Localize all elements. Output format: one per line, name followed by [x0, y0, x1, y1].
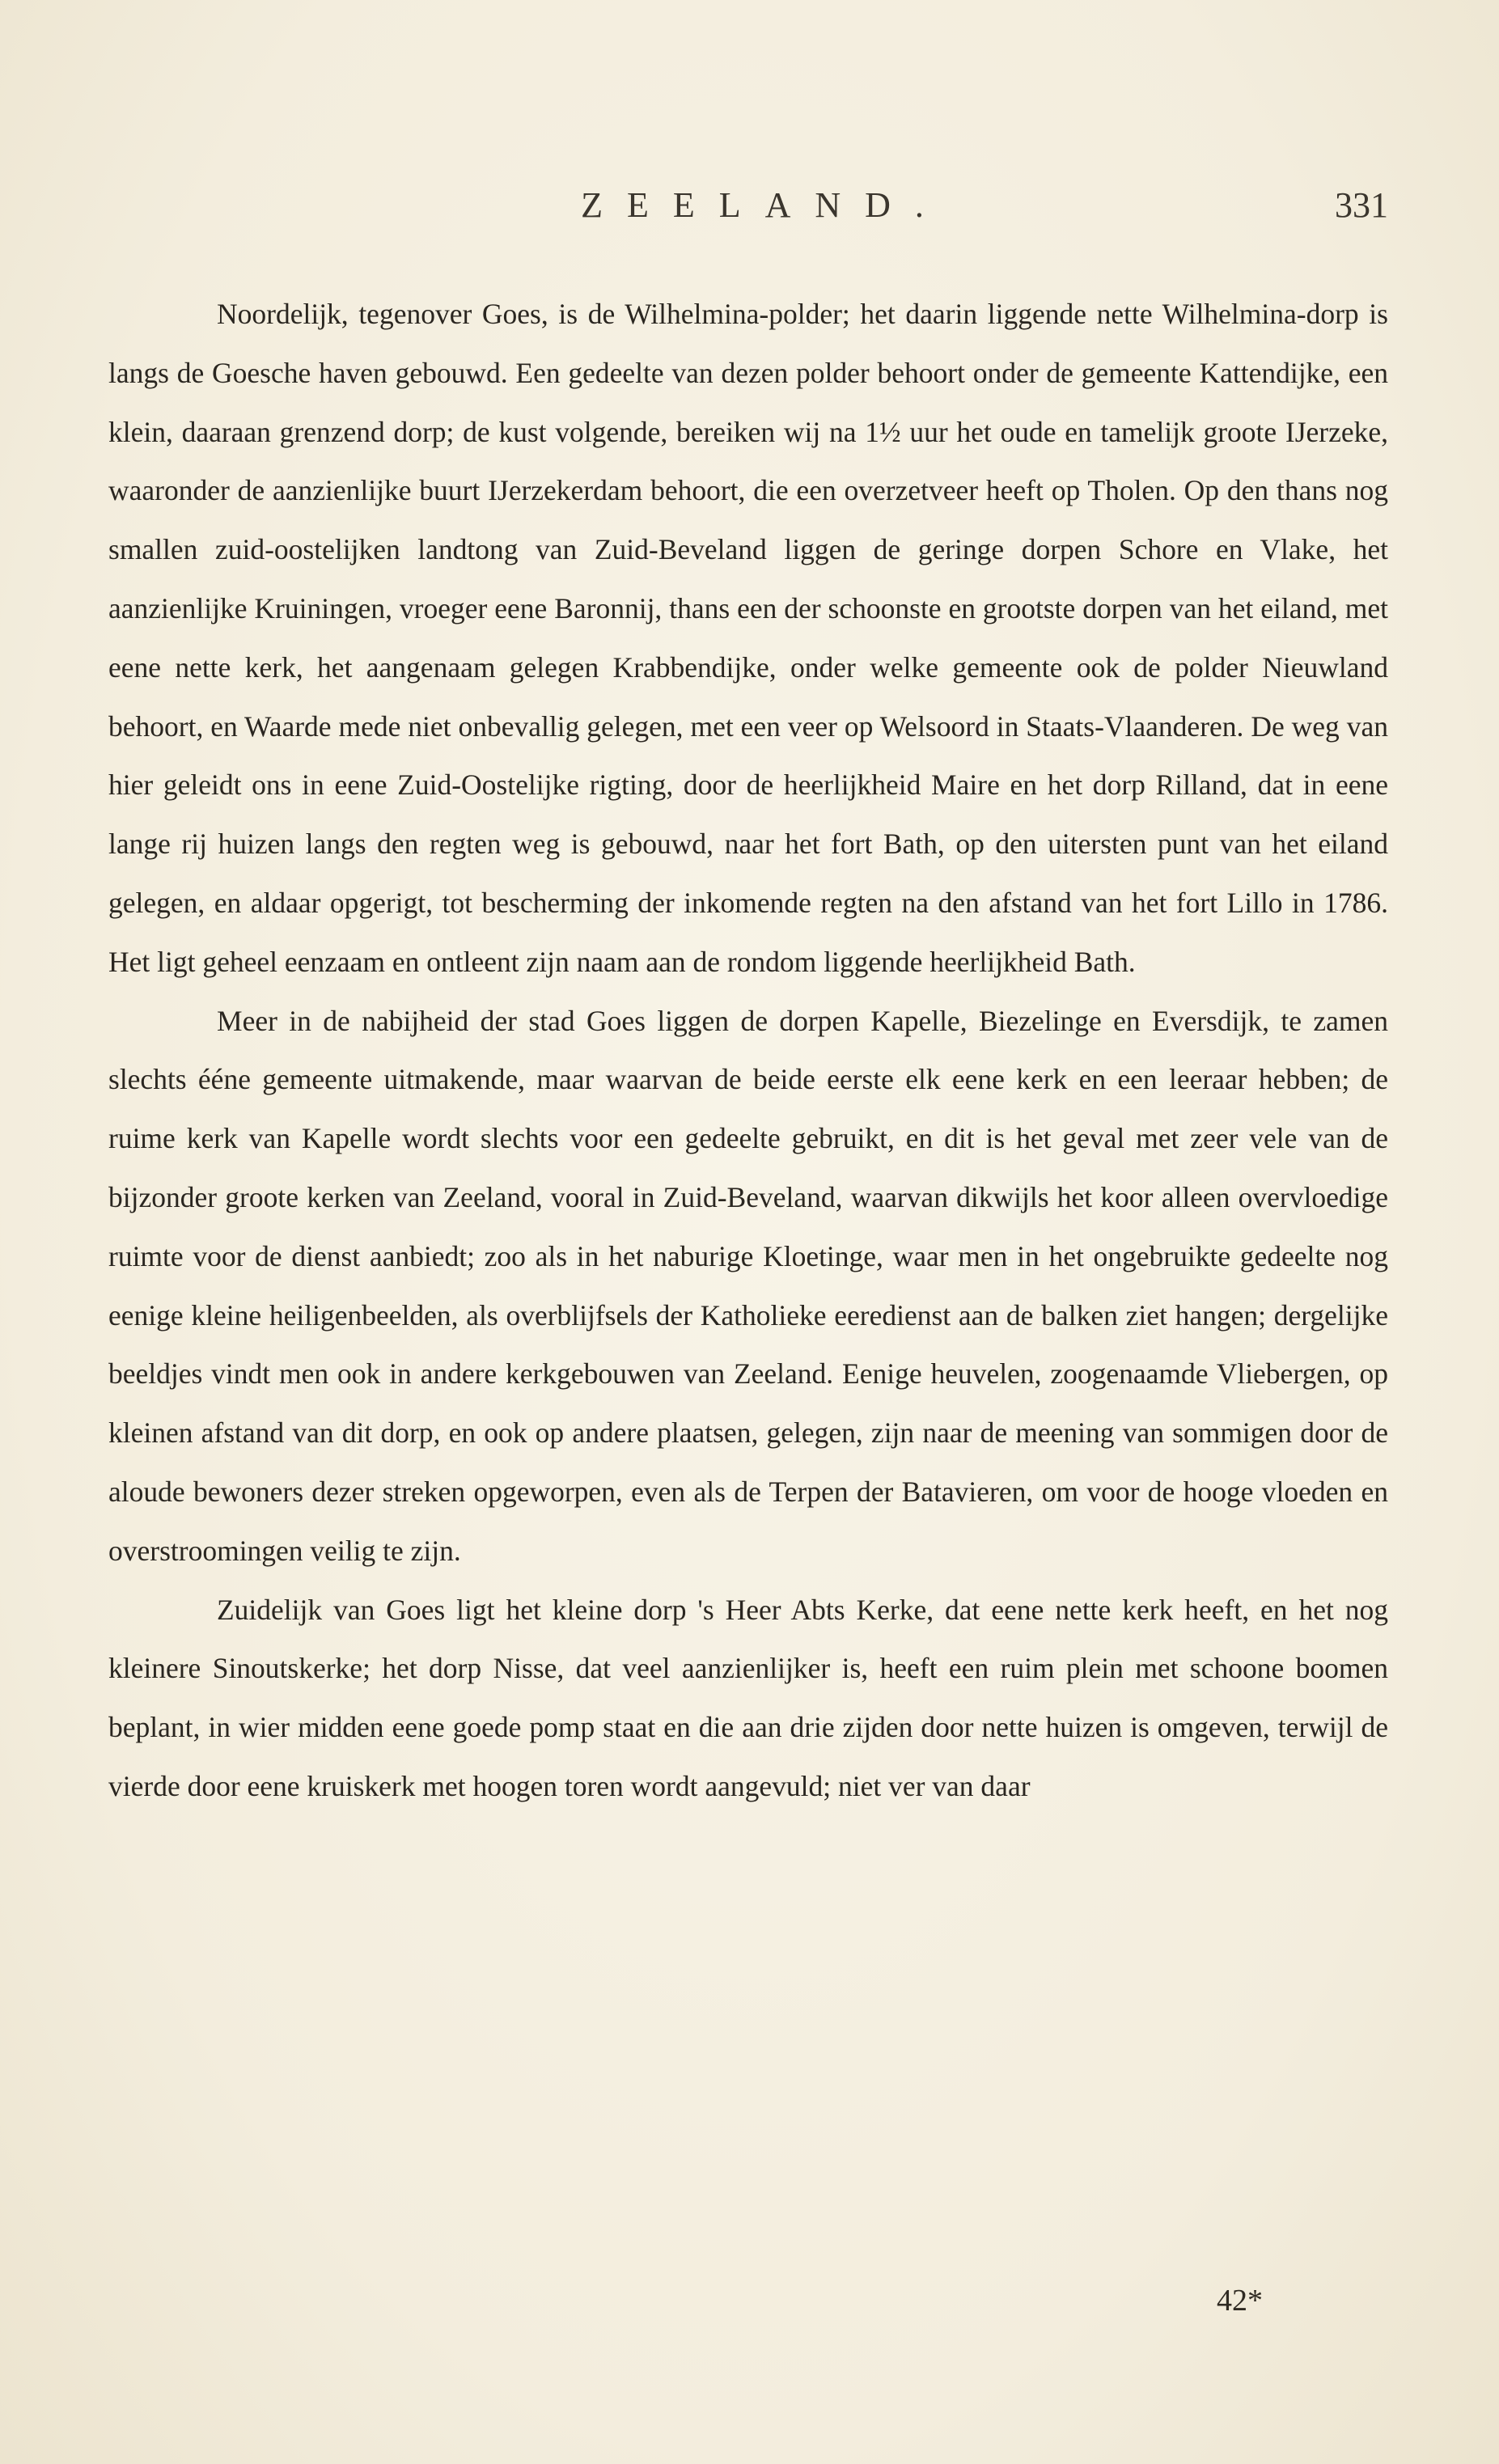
paragraph: Meer in de nabijheid der stad Goes liggen de dorpen Kapelle, Biezelinge en Eversdijk, te zamen slechts ééne gemeente uitmakende, maar waarvan de beide eerste elk eene kerk en een leeraar hebben; de ruime kerk van Kapelle wordt slechts voor een gedeelte gebruikt, en dit is het geval met zeer vele van de bijzonder groote kerken van Zeeland, vooral in Zuid-Beveland, waarvan dikwijls het koor alleen overvloedige ruimte voor de dienst aanbiedt; zoo als in het naburige Kloetinge, waar men in het ongebruikte gedeelte nog eenige kleine heiligenbeelden, als overblijfsels der Katholieke eeredienst aan de balken ziet hangen; dergelijke beeldjes vindt men ook in andere kerkgebouwen van Zeeland. Eenige heuvelen, zoogenaamde Vliebergen, op kleinen afstand van dit dorp, en ook op andere plaatsen, gelegen, zijn naar de meening van sommigen door de aloude bewoners dezer streken opgeworpen, even als de Terpen der Batavieren, om voor de hooge vloeden en overstroomingen veilig te zijn. — [108, 1004, 1388, 1567]
signature-mark: 42* — [1217, 2284, 1263, 2318]
paragraph: Noordelijk, tegenover Goes, is de Wilhelmina-polder; het daarin liggende nette Wilhelmina-dorp is langs de Goesche haven gebouwd. Een gedeelte van dezen polder behoort onder de gemeente Kattendijke, een klein, daaraan grenzend dorp; de kust volgende, bereiken wij na 1½ uur het oude en tamelijk groote IJerzeke, waaronder de aanzienlijke buurt IJerzekerdam behoort, die een overzetveer heeft op Tholen. Op den thans nog smallen zuid-oostelijken landtong van Zuid-Beveland liggen de geringe dorpen Schore en Vlake, het aanzienlijke Kruiningen, vroeger eene Baronnij, thans een der schoonste en grootste dorpen van het eiland, met eene nette kerk, het aangenaam gelegen Krabbendijke, onder welke gemeente ook de polder Nieuwland behoort, en Waarde mede niet onbevallig gelegen, met een veer op Welsoord in Staats-Vlaanderen. De weg van hier geleidt ons in eene Zuid-Oostelijke rigting, door de heerlijkheid Maire en het dorp Rilland, dat in eene lange rij huizen langs den regten weg is gebouwd, naar het fort Bath, op den uitersten punt van het eiland gelegen, en aldaar opgerigt, tot bescherming der inkomende regten na den afstand van het fort Lillo in 1786. Het ligt geheel eenzaam en ontleent zijn naam aan de rondom liggende heerlijkheid Bath. — [108, 298, 1388, 978]
page-header — [108, 184, 1388, 233]
page-number: 331 — [1335, 185, 1388, 225]
paragraph: Zuidelijk van Goes ligt het kleine dorp 's Heer Abts Kerke, dat eene nette kerk heeft, en het nog kleinere Sinoutskerke; het dorp Nisse, dat veel aanzienlijker is, heeft een ruim plein met schoone boomen beplant, in wier midden eene goede pomp staat en die aan drie zijden door nette huizen is omgeven, terwijl de vierde door eene kruiskerk met hoogen toren wordt aangevuld; niet ver van daar — [108, 1593, 1388, 1802]
running-title: ZEELAND. — [581, 185, 948, 225]
body-text — [108, 285, 1388, 1816]
